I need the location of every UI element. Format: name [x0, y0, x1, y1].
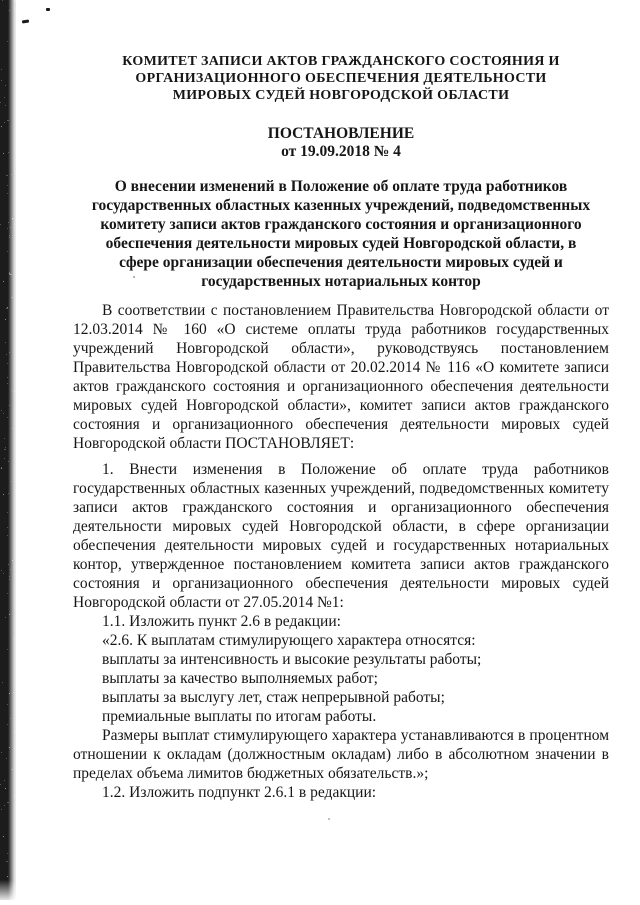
document-title-line: государственных нотариальных контор — [201, 273, 481, 290]
paragraph-payment-sizes: Размеры выплат стимулирующего характера устанавливаются в процентном отношении к окладам (должностным окладам) либо в абсолютном значении в пределах объема лимитов бюджетных обязательств.»; — [73, 727, 609, 782]
list-item-payment-type: выплаты за выслугу лет, стаж непрерывной работы; — [102, 689, 445, 706]
paragraph-item-1: 1. Внести изменения в Положение об оплате труда работников государственных областных казенных учреждений, подведомственных комитету записи актов гражданского состояния и организационного обеспечения деятельности мировых судей Новгородской области, в сфере организации обеспечения деятельности мировых судей и государственных нотариальных контор, утвержденное постановлением комитета записи актов гражданского состояния и организационного обеспечения деятельности мировых судей Новгородской области от 27.05.2014 №1: — [73, 461, 609, 611]
paragraph-item-1-1: 1.1. Изложить пункт 2.6 в редакции: — [102, 613, 341, 630]
org-name-line: ОРГАНИЗАЦИОННОГО ОБЕСПЕЧЕНИЯ ДЕЯТЕЛЬНОСТИ — [135, 71, 547, 86]
ink-speck — [46, 8, 50, 11]
document-title-line: обеспечения деятельности мировых судей Новгородской области, в — [105, 235, 577, 252]
scan-noise-strip — [0, 0, 16, 900]
list-item-payment-type: выплаты за качество выполняемых работ; — [102, 670, 378, 687]
document-title-line: государственных областных казенных учреждений, подведомственных — [91, 197, 591, 214]
paragraph-point-2-6: «2.6. К выплатам стимулирующего характера относятся: — [102, 632, 476, 649]
org-name-line: МИРОВЫХ СУДЕЙ НОВГОРОДСКОЙ ОБЛАСТИ — [172, 88, 510, 103]
ink-speck — [22, 20, 29, 24]
document-content — [73, 53, 609, 802]
paragraph-item-1-2: 1.2. Изложить подпункт 2.6.1 в редакции: — [102, 784, 377, 801]
document-org-name — [73, 53, 609, 104]
document-date-number: от 19.09.2018 № 4 — [281, 143, 401, 160]
list-item-payment-type: выплаты за интенсивность и высокие результаты работы; — [102, 651, 482, 668]
list-item-payment-type: премиальные выплаты по итогам работы. — [102, 708, 377, 725]
document-body — [73, 301, 609, 802]
document-type: ПОСТАНОВЛЕНИЕ — [267, 125, 415, 142]
document-type-block — [73, 125, 609, 161]
document-title — [73, 177, 609, 291]
document-title-line: комитету записи актов гражданского состояния и организационного — [100, 216, 582, 233]
paragraph-preamble: В соответствии с постановлением Правительства Новгородской области от 12.03.2014 № 160 «О системе оплаты труда работников государственных учреждений Новгородской области», руководствуясь постановлением Правительства Новгородской области от 20.02.2014 № 116 «О комитете записи актов гражданского состояния и организационного обеспечения деятельности мировых судей Новгородской области», комитет записи актов гражданского состояния и организационного обеспечения деятельности мировых судей Новгородской области ПОСТАНОВЛЯЕТ: — [73, 302, 609, 452]
org-name-line: КОМИТЕТ ЗАПИСИ АКТОВ ГРАЖДАНСКОГО СОСТОЯНИЯ И — [122, 54, 560, 69]
ink-speck — [328, 818, 330, 820]
document-title-line: О внесении изменений в Положение об оплате труда работников — [114, 178, 568, 195]
document-title-line: сфере организации обеспечения деятельности мировых судей и — [119, 254, 563, 271]
